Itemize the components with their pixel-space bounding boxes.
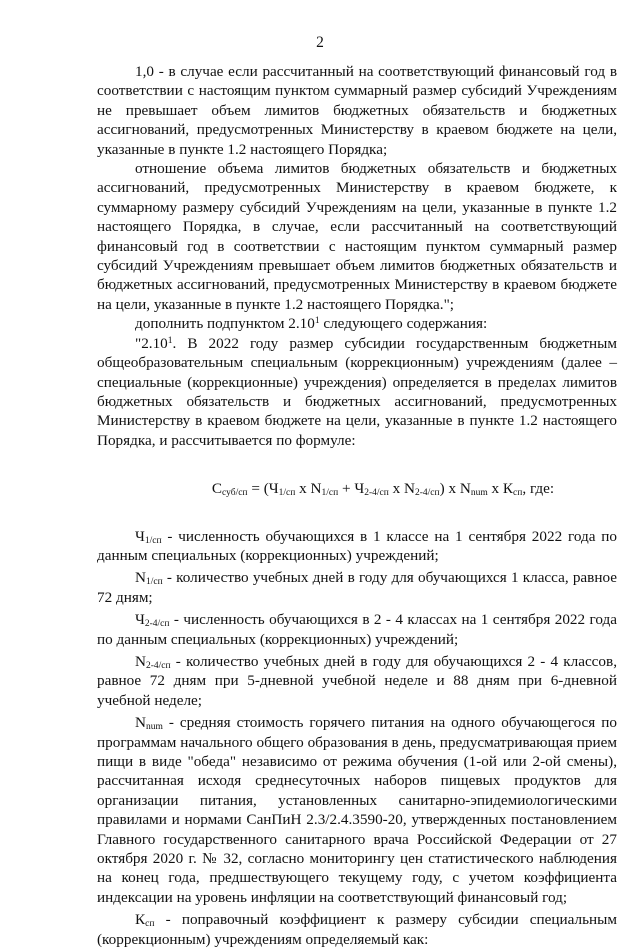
formula-subscript: сп bbox=[513, 488, 523, 499]
definition-subscript: 2-4/сп bbox=[144, 619, 170, 630]
clause-lead: "2.10 bbox=[135, 334, 168, 352]
formula-subscript: 2-4/сп bbox=[414, 488, 440, 499]
definition-days-grades-2-4 bbox=[97, 652, 617, 710]
definition-correction-coefficient bbox=[97, 910, 617, 949]
definition-subscript: 2-4/сп bbox=[145, 660, 171, 671]
supplement-superscript: 1 bbox=[314, 316, 320, 327]
page-number: 2 bbox=[316, 34, 324, 51]
formula-term: + Ч bbox=[338, 480, 365, 498]
formula-term: x К bbox=[487, 480, 514, 498]
formula-subscript: суб/сп bbox=[222, 488, 248, 499]
clause-text: . В 2022 году размер субсидии государственным бюджетным общеобразовательным специальным (коррекционным) учреждениям (далее – специальные (коррекционные) учреждения) определяется в пределах лимитов бюджетных обязательств и бюджетных ассигнований, предусмотренных Министерству в краевом бюджете на цели, указанные в пункте 1.2 настоящего Порядка, и рассчитывается по формуле: bbox=[97, 334, 617, 449]
definition-subscript: num bbox=[145, 722, 163, 733]
definition-days-grade-1 bbox=[97, 568, 617, 607]
formula-term: ) x N bbox=[439, 480, 471, 498]
definition-subscript: сп bbox=[145, 919, 155, 930]
formula-subscript: 1/сп bbox=[321, 488, 339, 499]
definition-text: - количество учебных дней в году для обучающихся 2 - 4 классов, равное 72 дням при 5-дневной учебной неделе и 88 дням при 6-дневной учебной неделе; bbox=[97, 652, 617, 709]
paragraph-clause bbox=[97, 334, 617, 450]
definition-subscript: 1/сп bbox=[144, 535, 162, 546]
paragraph-coefficient-one: 1,0 - в случае если рассчитанный на соответствующий финансовый год в соответствии с настоящим пунктом суммарный размер субсидий Учреждениям не превышает объем лимитов бюджетных обязательств и бюджетных ассигнований, предусмотренных Министерству в краевом бюджете на цели, указанные в пункте 1.2 настоящего Порядка; bbox=[97, 63, 617, 158]
document-body bbox=[97, 62, 617, 949]
formula-subscript: 2-4/сп bbox=[364, 488, 389, 499]
definition-symbol: Ч bbox=[135, 527, 145, 545]
definition-text: - численность обучающихся в 1 классе на 1 сентября 2022 года по данным специальных (коррекционных) учреждений; bbox=[97, 527, 617, 564]
definition-subscript: 1/сп bbox=[145, 577, 163, 588]
definition-symbol: N bbox=[135, 569, 146, 587]
formula-term: x N bbox=[388, 480, 415, 498]
definition-text: - поправочный коэффициент к размеру субсидии специальным (коррекционным) учреждениям определяемый как: bbox=[97, 911, 617, 948]
definition-text: - количество учебных дней в году для обучающихся 1 класса, равное 72 дням; bbox=[97, 569, 617, 606]
formula-subscript: num bbox=[470, 488, 488, 499]
definition-symbol: N bbox=[135, 652, 146, 670]
definition-pupils-grades-2-4 bbox=[97, 610, 617, 649]
definition-symbol: Ч bbox=[135, 611, 145, 629]
definition-text: - численность обучающихся в 2 - 4 классах на 1 сентября 2022 года по данным специальных (коррекционных) учреждений; bbox=[97, 611, 617, 648]
definition-pupils-grade-1 bbox=[97, 527, 617, 566]
definition-text: - средняя стоимость горячего питания на одного обучающегося по программам начального общего образования в день, предусматривающая прием пищи в виде "обеда" независимо от режима обучения (1-ой или 2-ой смены), рассчитанная исходя среднесуточных наборов пищевых продуктов для организации питания, установленных санитарно-эпидемиологическими правилами и нормами СанПиН 2.3/2.4.3590-20, утвержденных постановлением Главного государственного санитарного врача Российской Федерации от 27 октября 2020 г. № 32, согласно мониторингу цен статистического наблюдения на конец года, предшествующего текущему году, с учетом коэффициента индексации на уровень инфляции на соответствующий финансовый год; bbox=[97, 714, 617, 906]
formula-term: , где: bbox=[522, 480, 555, 498]
supplement-text: дополнить подпунктом 2.10 bbox=[135, 315, 315, 333]
definition-meal-cost bbox=[97, 713, 617, 907]
formula-term: С bbox=[211, 480, 223, 498]
formula-term: x N bbox=[295, 480, 322, 498]
definition-symbol: N bbox=[135, 714, 146, 732]
clause-superscript: 1 bbox=[167, 335, 173, 346]
formula-term: = (Ч bbox=[247, 480, 279, 498]
definition-symbol: К bbox=[135, 911, 146, 929]
paragraph-supplement bbox=[97, 314, 617, 333]
paragraph-ratio: отношение объема лимитов бюджетных обязательств и бюджетных ассигнований, предусмотренных Министерству в краевом бюджете, к суммарному размеру субсидий Учреждениям на цели, указанные в пункте 1.2 настоящего Порядка, в случае, если рассчитанный на соответствующий финансовый год в соответствии с настоящим пунктом суммарный размер субсидий Учреждениям превышает объем лимитов бюджетных обязательств и бюджетных ассигнований, предусмотренных Министерству в краевом бюджете на цели, указанные в пункте 1.2 настоящего Порядка."; bbox=[97, 160, 617, 313]
formula-subscript: 1/сп bbox=[278, 488, 296, 499]
subsidy-formula bbox=[97, 479, 617, 498]
supplement-tail: следующего содержания: bbox=[319, 315, 488, 333]
